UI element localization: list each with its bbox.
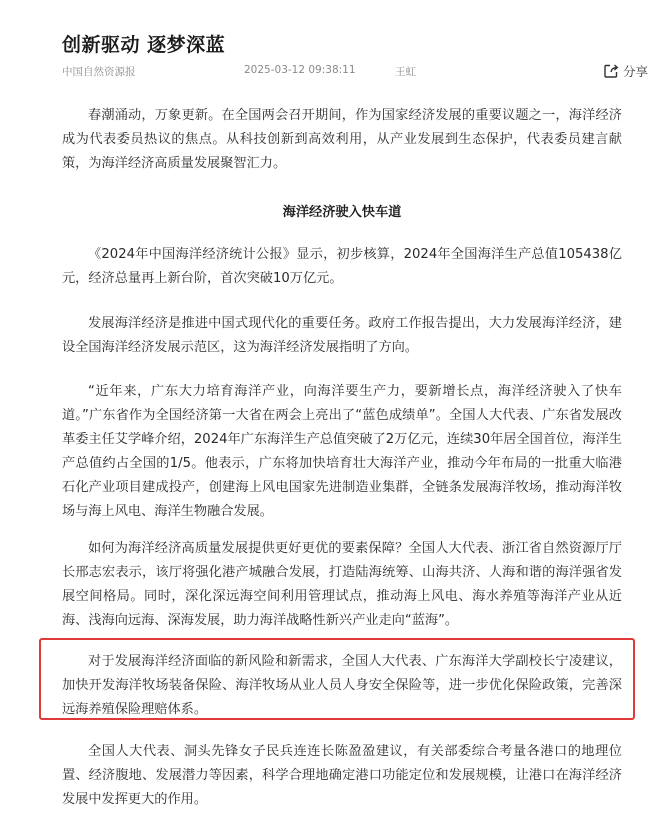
share-icon	[603, 63, 619, 79]
publish-time: 2025-03-12 09:38:11	[244, 64, 356, 76]
paragraph-statistics: 《2024年中国海洋经济统计公报》显示，初步核算，2024年全国海洋生产总值105438亿元，经济总量再上新台阶，首次突破10万亿元。	[62, 247, 622, 286]
paragraph-intro: 春潮涌动，万象更新。在全国两会召开期间，作为国家经济发展的重要议题之一，海洋经济成为代表委员热议的焦点。从科技创新到高效利用，从产业发展到生态保护，代表委员建言献策，为海洋经济高质量发展聚智汇力。	[62, 108, 622, 171]
paragraph-policy: 发展海洋经济是推进中国式现代化的重要任务。政府工作报告提出，大力发展海洋经济，建设全国海洋经济发展示范区，这为海洋经济发展指明了方向。	[62, 316, 622, 355]
source-label: 中国自然资源报	[62, 66, 136, 78]
paragraph-zhejiang: 如何为海洋经济高质量发展提供更好更优的要素保障？全国人大代表、浙江省自然资源厅厅长邢志宏表示，该厅将强化港产城融合发展，打造陆海统筹、山海共济、人海和谐的海洋强省发展空间格局。同时，深化深远海空间利用管理试点，推动海上风电、海水养殖等海洋产业从近海、浅海向远海、深海发展，助力海洋战略性新兴产业走向“蓝海”。	[62, 541, 622, 628]
article-title: 创新驱动 逐梦深蓝	[62, 34, 226, 56]
author-name: 王虹	[395, 66, 416, 78]
paragraph-guangdong: “近年来，广东大力培育海洋产业，向海洋要生产力，要新增长点，海洋经济驶入了快车道。”广东省作为全国经济第一大省在两会上亮出了“蓝色成绩单”。全国人大代表、广东省发展改革委主任艾学峰介绍，2024年广东海洋生产总值突破了2万亿元，连续30年居全国首位，海洋生产总值约占全国的1/5。他表示，广东将加快培育壮大海洋产业，推动今年布局的一批重大临港石化产业项目建成投产，创建海上风电国家先进制造业集群，全链条发展海洋牧场，推动海洋牧场与海上风电、海洋生物融合发展。	[62, 384, 622, 519]
paragraph-ports: 全国人大代表、洞头先锋女子民兵连连长陈盈盈建议，有关部委综合考量各港口的地理位置、经济腹地、发展潜力等因素，科学合理地确定港口功能定位和发展规模，让港口在海洋经济发展中发挥更大的作用。	[62, 744, 622, 807]
paragraph-insurance: 对于发展海洋经济面临的新风险和新需求，全国人大代表、广东海洋大学副校长宁凌建议，加快开发海洋牧场装备保险、海洋牧场从业人员人身安全保险等，进一步优化保险政策，完善深远海养殖保险理赔体系。	[62, 654, 622, 717]
share-label: 分享	[622, 64, 648, 79]
section-subheading: 海洋经济驶入快车道	[282, 205, 402, 220]
article-meta	[62, 64, 624, 82]
share-button[interactable]	[603, 62, 648, 80]
